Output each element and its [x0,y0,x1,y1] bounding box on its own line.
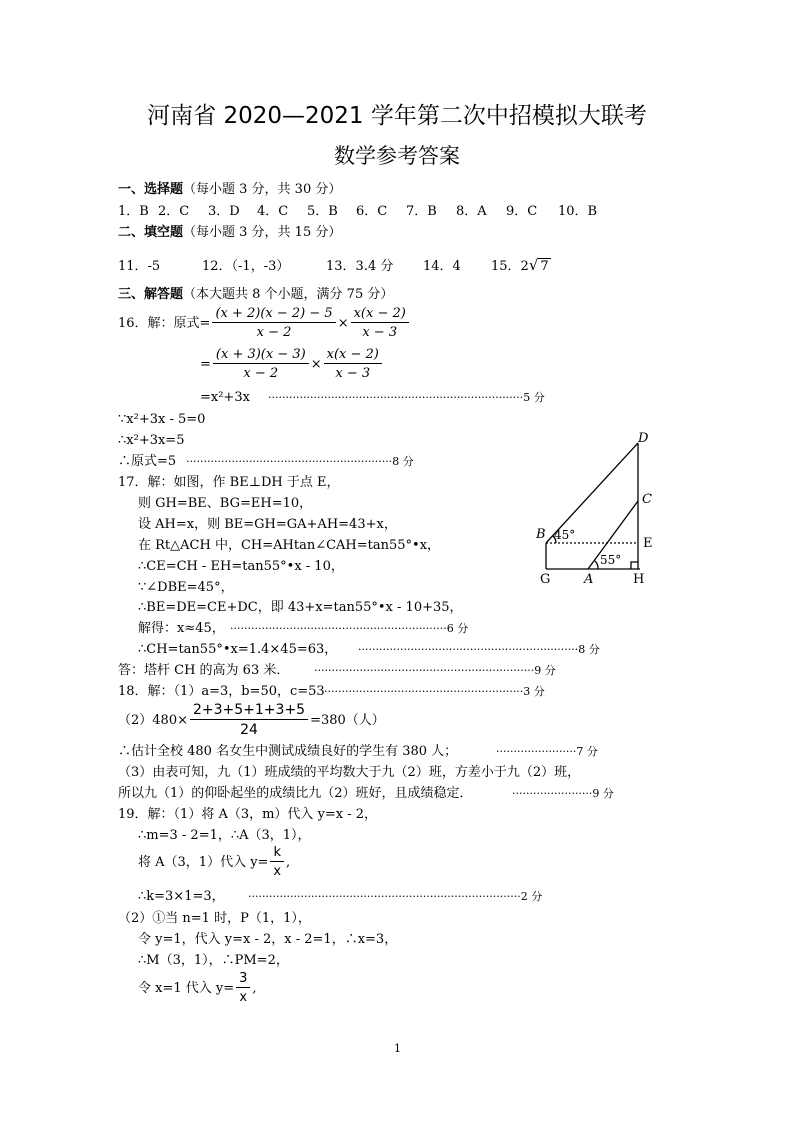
choice-answer: 3．D [208,204,240,219]
q16-fraction-2 [351,307,409,339]
score-dots: ·······················9 分 [512,787,614,800]
q19-line: （2）①当 n=1 时，P（1，1）， [118,911,311,926]
score-dots: ·························································3 分 [324,685,545,698]
section-1-heading: 一、选择题 [118,182,184,197]
q18-line-5 [118,787,614,800]
choice-answer: 8．A [456,204,487,219]
section-3-heading: 三、解答题 [118,287,184,302]
choice-answer: 10．B [558,204,598,219]
score-dots: ··············································································2 分 [248,890,543,903]
fraction-numerator: 2+3+5+1+3+5 [190,703,308,720]
q18-conclusion: 所以九（1）的仰卧起坐的成绩比九（2）班好，且成绩稳定． [118,786,473,801]
q16-intro: 16．解：原式= [118,315,211,331]
q17-solve-line [138,622,468,635]
q16-final-line [118,455,414,468]
q16-fraction-3 [213,348,309,380]
choice-answer: 9．C [506,204,538,219]
equals-sign: = [200,356,211,372]
q17-line: ∵∠DBE=45°， [138,580,234,595]
q17-line: ∴CE=CH - EH=tan55°•x - 10， [138,559,344,574]
q19-fraction-k [270,846,284,878]
fraction-denominator: x [239,990,248,1005]
score-dots: ·······························································8 分 [358,643,600,656]
fraction-numerator: 3 [236,972,250,988]
q19-k-value: ∴k=3×1=3， [138,889,225,904]
angle-label-55: 55° [600,553,622,567]
q16-result: =x²+3x [200,390,250,405]
comma: , [285,854,291,870]
fraction-denominator: x − 3 [362,325,398,340]
fill-answer: 15．2 [491,259,529,274]
q17-answer-line [118,664,556,677]
right-angle-mark [631,562,638,569]
q16-line-2 [200,348,384,380]
score-dots: ·········································································5 分 [268,391,545,404]
choice-answer: 6．C [356,204,388,219]
section-2-note: （每小题 3 分，共 15 分） [183,225,342,240]
q19-line-4 [138,890,542,903]
q19-line-3 [138,846,290,878]
fraction-numerator: k [270,846,284,862]
choice-answer: 4．C [257,204,289,219]
score-dots: ···························································8 分 [186,455,414,468]
page-subtitle: 数学参考答案 [334,144,460,168]
fill-answer: 13．3.4 分 [326,259,394,274]
sqrt-radicand: 7 [540,259,549,274]
q19-line-8 [138,972,257,1004]
q19-line: 令 y=1，代入 y=x - 2，x - 2=1，∴x=3， [138,932,398,947]
section-2-heading: 二、填空题 [118,225,184,240]
q16-fraction-1 [212,307,335,339]
q18-part1: 18．解：（1）a=3，b=50，c=53 [118,684,325,699]
q18-line-2 [118,703,385,737]
q19-line: ∴M（3，1），∴PM=2， [138,953,289,968]
fill-answer: 11．-5 [118,259,161,274]
choice-answers-row [118,205,597,218]
q17-compute-line [138,643,600,656]
section-2-header [118,226,341,239]
score-dots: ······························································6 分 [230,622,469,635]
angle-label-45: 45° [554,528,576,542]
fraction-denominator: x − 2 [256,325,292,340]
section-1-note: （每小题 3 分，共 30 分） [183,182,342,197]
label-a: A [584,572,594,587]
fraction-numerator: (x + 3)(x − 3) [213,348,309,364]
times-sign: × [310,356,322,372]
section-3-header [118,288,393,301]
geometry-figure [520,428,670,588]
choice-answer: 7．B [406,204,437,219]
choice-answer: 1．B [118,204,149,219]
score-dots: ·······················7 分 [496,745,598,758]
comma: , [252,980,257,996]
q18-part2-pre: （2）480× [118,712,188,728]
q18-line-4: （3）由表可知，九（1）班成绩的平均数大于九（2）班，方差小于九（2）班， [118,765,581,780]
q16-line: ∴x²+3x=5 [118,433,185,448]
q19-line: 19．解：（1）将 A（3，m）代入 y=x - 2， [118,807,378,822]
q19-line: ∴m=3 - 2=1，∴A（3，1）， [138,828,311,843]
angle-arc-55 [595,561,598,569]
choice-answer: 2．C [158,204,190,219]
q17-line: ∴BE=DE=CE+DC，即 43+x=tan55°•x - 10+35， [138,600,463,615]
q17-line: 设 AH=x，则 BE=GH=GA+AH=43+x， [138,517,397,532]
fill-answer: 12．（-1，-3） [202,259,290,274]
fraction-numerator: (x + 2)(x − 2) − 5 [212,307,335,323]
section-1-header [118,183,341,196]
fraction-denominator: x − 2 [243,366,279,381]
q19-fraction-3 [236,972,250,1004]
fill-answers-row [118,258,551,273]
q17-answer: 答：塔杆 CH 的高为 63 米． [118,663,290,678]
fraction-numerator: x(x − 2) [324,348,382,364]
page-title: 河南省 2020—2021 学年第二次中招模拟大联考 [147,103,647,129]
q17-line: 在 Rt△ACH 中，CH=AHtan∠CAH=tan55°•x， [138,538,441,553]
q16-fraction-4 [324,348,382,380]
fraction-denominator: x [273,864,282,879]
score-dots: ·······························································9 分 [314,664,556,677]
q16-line-1 [118,307,411,339]
label-h: H [633,572,645,587]
section-3-note: （本大题共 8 个小题，满分 75 分） [183,287,394,302]
fraction-denominator: x − 3 [335,366,371,381]
fill-answer: 14．4 [423,259,461,274]
q18-part2-post: =380（人） [310,712,385,728]
q17-compute: ∴CH=tan55°•x=1.4×45=63， [138,642,338,657]
q19-substitute: 将 A（3，1）代入 y= [138,854,269,870]
q18-fraction [190,703,308,737]
q18-line-3 [118,745,598,758]
q18-estimate: ∴估计全校 480 名女生中测试成绩良好的学生有 380 人； [118,744,458,759]
page-number: 1 [394,1042,401,1055]
q16-final: ∴原式=5 [118,454,177,469]
sqrt-symbol: √ [528,256,539,274]
q16-result-line [200,391,545,404]
label-g: G [540,572,551,587]
times-sign: × [337,315,349,331]
fraction-numerator: x(x − 2) [351,307,409,323]
q19-substitute-x: 令 x=1 代入 y= [138,980,235,996]
q16-line: ∵x²+3x - 5=0 [118,412,206,427]
label-d: D [638,431,649,446]
q18-line-1 [118,685,545,698]
label-e: E [643,536,653,551]
q17-line: 17．解：如图，作 BE⊥DH 于点 E， [118,475,340,490]
label-b: B [536,527,546,542]
q17-line: 则 GH=BE、BG=EH=10， [138,496,313,511]
fraction-denominator: 24 [240,722,258,738]
q17-solve: 解得：x≈45， [138,621,225,636]
label-c: C [642,492,652,507]
choice-answer: 5．B [307,204,338,219]
